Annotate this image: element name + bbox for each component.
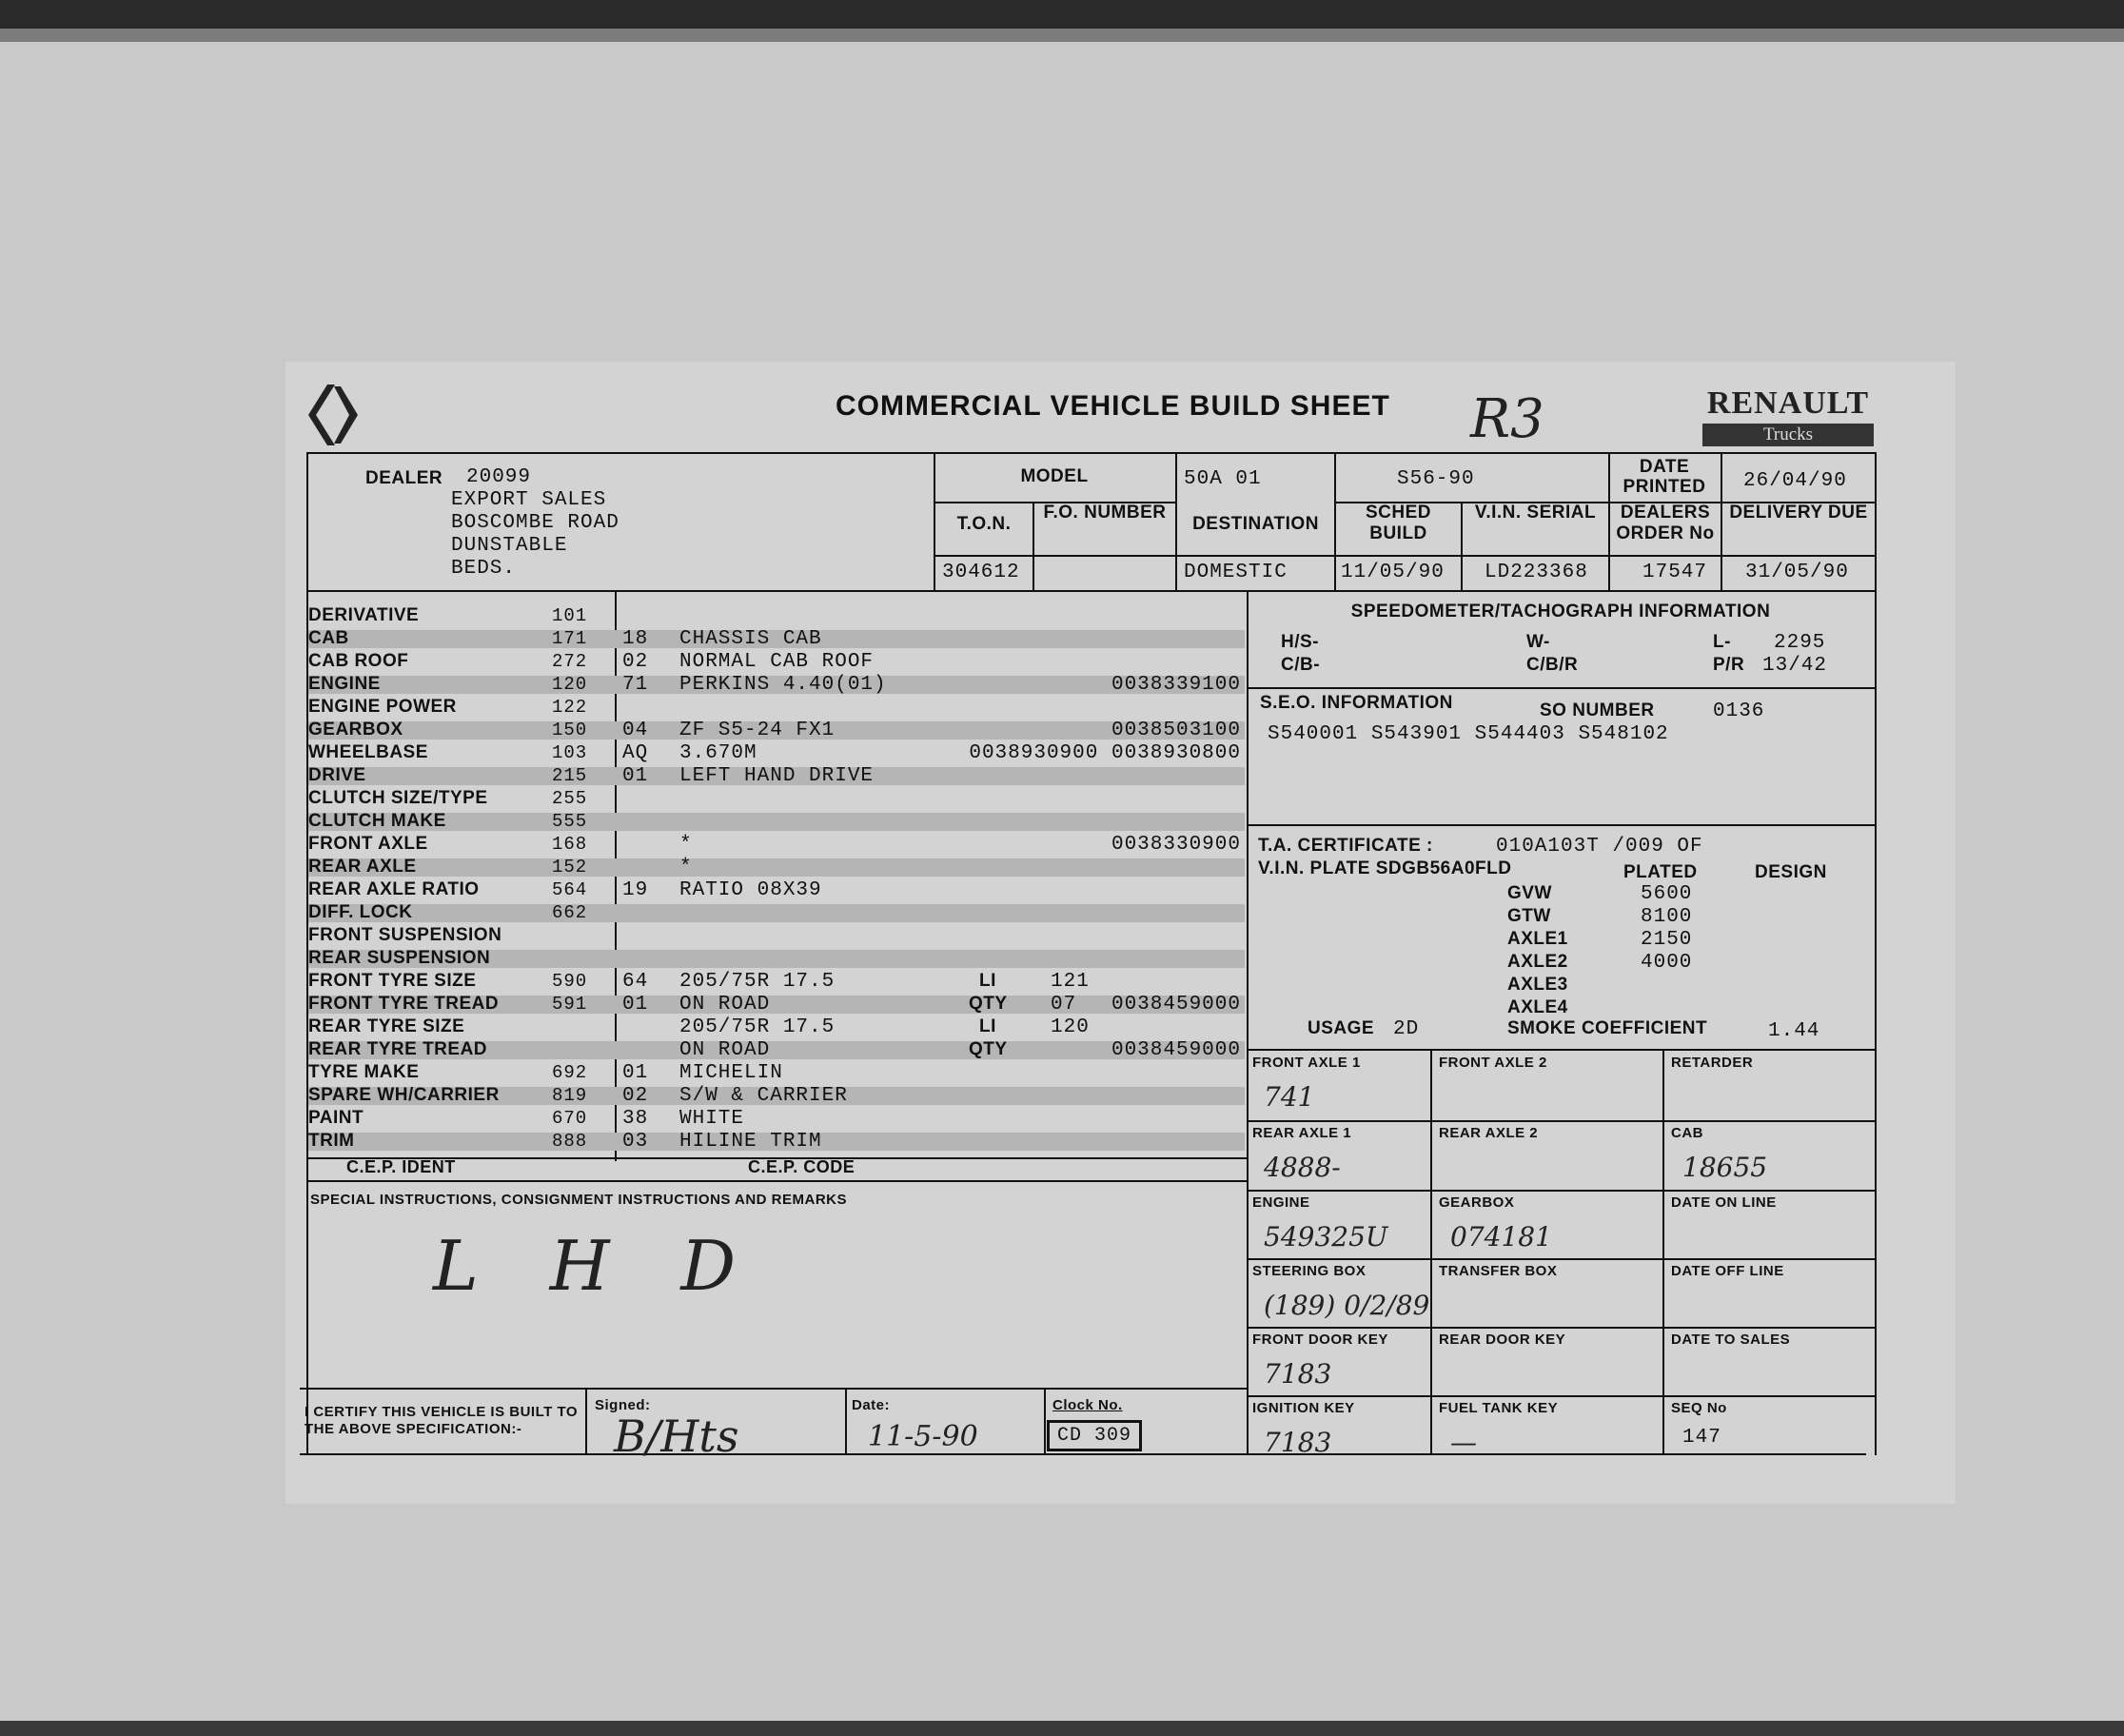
brand-name: RENAULT [1706,385,1870,421]
delivery-due-value: 31/05/90 [1745,562,1849,583]
sched-build-label: SCHED BUILD [1365,503,1431,543]
serial-label: DATE OFF LINE [1671,1263,1784,1279]
spec-label: FRONT TYRE TREAD [308,994,500,1014]
spec-description: RATIO 08X39 [679,879,822,901]
spec-description: ON ROAD [679,994,771,1016]
cep-ident-label: C.E.P. IDENT [346,1157,456,1176]
dealer-address-line: BEDS. [451,558,517,580]
clock-number-label: Clock No. [1052,1397,1123,1413]
spec-label: SPARE WH/CARRIER [308,1085,500,1105]
spec-label: PAINT [308,1108,364,1128]
spec-code: 152 [552,857,588,878]
spec-extra-label: LI [979,1016,996,1036]
spec-label: ENGINE [308,674,381,694]
speedo-l-label: L- [1713,632,1731,652]
spec-label: CLUTCH MAKE [308,811,446,831]
spec-code: 555 [552,811,588,832]
spec-option: 71 [622,674,649,696]
scan-top-shadow [0,29,2124,42]
certify-date-handwritten: 11-5-90 [868,1420,978,1453]
spec-label: TRIM [308,1131,355,1151]
serial-label: DATE TO SALES [1671,1332,1791,1348]
spec-part-number: 0038339100 [1111,674,1241,696]
spec-code: 101 [552,605,588,626]
spec-row-shading [308,813,1245,831]
speedo-w-label: W- [1526,632,1550,652]
spec-label: GEARBOX [308,720,403,740]
plated-weight-label: AXLE4 [1507,997,1568,1017]
usage-label: USAGE [1308,1018,1375,1038]
plated-weight-value: 8100 [1641,906,1693,928]
serial-label: DATE ON LINE [1671,1194,1777,1211]
plated-weight-label: GTW [1507,906,1551,926]
serial-label: FRONT DOOR KEY [1252,1332,1388,1348]
serial-value: 7183 [1264,1427,1332,1458]
spec-description: ON ROAD [679,1039,771,1061]
dealer-address-line: BOSCOMBE ROAD [451,512,620,534]
sched-build-value: 11/05/90 [1341,562,1445,583]
serial-value: 7183 [1264,1358,1332,1390]
spec-description: 205/75R 17.5 [679,971,836,993]
spec-description: 3.670M [679,742,757,764]
seo-codes: S540001 S543901 S544403 S548102 [1268,723,1669,745]
dealer-number: 20099 [466,466,532,488]
spec-option: 01 [622,765,649,787]
spec-option: 02 [622,1085,649,1107]
spec-label: DIFF. LOCK [308,902,413,922]
spec-extra-label: QTY [969,994,1008,1014]
spec-option: 04 [622,720,649,741]
destination-value: DOMESTIC [1184,562,1288,583]
seo-label: S.E.O. INFORMATION [1260,693,1453,713]
serial-label: STEERING BOX [1252,1263,1367,1279]
spec-label: FRONT SUSPENSION [308,925,502,945]
plated-weight-value: 2150 [1641,929,1693,951]
spec-option: 02 [622,651,649,673]
plated-weight-label: AXLE3 [1507,975,1568,995]
spec-extra-value: 121 [1051,971,1090,993]
serial-label: IGNITION KEY [1252,1400,1355,1416]
vin-plate: V.I.N. PLATE SDGB56A0FLD [1258,858,1512,878]
serial-value: 18655 [1682,1152,1768,1183]
spec-code: 670 [552,1108,588,1129]
spec-description: S/W & CARRIER [679,1085,848,1107]
spec-row-shading [308,858,1245,877]
vin-serial-value: LD223368 [1485,562,1588,583]
serial-label: FUEL TANK KEY [1439,1400,1559,1416]
cep-code-label: C.E.P. CODE [748,1157,856,1176]
spec-description: CHASSIS CAB [679,628,822,650]
spec-code: 590 [552,971,588,992]
speedo-cbr-label: C/B/R [1526,655,1579,675]
clock-number-stamp: CD 309 [1047,1420,1142,1451]
spec-label: CAB [308,628,349,648]
spec-label: DERIVATIVE [308,605,420,625]
serial-label: REAR AXLE 2 [1439,1125,1539,1141]
destination-label: DESTINATION [1192,514,1319,534]
date-printed-label: DATE PRINTED [1622,457,1706,497]
serial-label: TRANSFER BOX [1439,1263,1558,1279]
spec-code: 150 [552,720,588,740]
spec-code: 272 [552,651,588,672]
serial-label: FRONT AXLE 1 [1252,1055,1361,1071]
serial-label: CAB [1671,1125,1703,1141]
design-label: DESIGN [1755,862,1827,882]
signed-label: Signed: [595,1397,651,1413]
serial-value: (189) 0/2/89 [1264,1290,1430,1321]
document-title: COMMERCIAL VEHICLE BUILD SHEET [836,390,1390,422]
speedo-cb-label: C/B- [1281,655,1321,675]
fo-number-label: F.O. NUMBER [1043,503,1167,523]
spec-extra-label: QTY [969,1039,1008,1059]
spec-part-number: 0038459000 [1111,1039,1241,1061]
spec-label: REAR TYRE SIZE [308,1016,465,1036]
spec-part-number: 0038459000 [1111,994,1241,1016]
date-printed-value: 26/04/90 [1743,470,1847,492]
spec-code: 591 [552,994,588,1015]
dealer-address-line: EXPORT SALES [451,489,607,511]
speedo-pr-label: P/R [1713,655,1745,675]
spec-label: WHEELBASE [308,742,428,762]
serial-value: 074181 [1450,1221,1552,1253]
serial-label: FRONT AXLE 2 [1439,1055,1547,1071]
spec-code: 819 [552,1085,588,1106]
so-number-value: 0136 [1713,700,1765,722]
spec-part-number: 0038503100 [1111,720,1241,741]
certify-statement: I CERTIFY THIS VEHICLE IS BUILT TO THE ABOVE SPECIFICATION:- [305,1404,579,1437]
serial-value: 549325U [1264,1221,1388,1253]
handwritten-annotation: R3 [1470,388,1544,450]
serial-label: SEQ No [1671,1400,1727,1416]
spec-code: 103 [552,742,588,763]
spec-description: LEFT HAND DRIVE [679,765,875,787]
spec-label: REAR AXLE [308,857,417,877]
speedo-l-value: 2295 [1774,632,1826,654]
spec-row-shading [308,904,1245,922]
date-label: Date: [852,1397,891,1413]
spec-label: CLUTCH SIZE/TYPE [308,788,488,808]
spec-label: CAB ROOF [308,651,409,671]
plated-weight-label: GVW [1507,883,1552,903]
spec-description: ZF S5-24 FX1 [679,720,836,741]
spec-option: 18 [622,628,649,650]
serial-label: RETARDER [1671,1055,1754,1071]
ta-certificate-label: T.A. CERTIFICATE : [1258,836,1433,856]
spec-code: 662 [552,902,588,923]
model-code: 50A 01 [1184,468,1262,490]
spec-option: 01 [622,994,649,1016]
spec-code: 215 [552,765,588,786]
so-number-label: SO NUMBER [1540,700,1655,720]
usage-value: 2D [1393,1018,1420,1040]
serial-label: GEARBOX [1439,1194,1515,1211]
spec-code: 255 [552,788,588,809]
renault-trucks-logo [1702,385,1874,446]
spec-option: 19 [622,879,649,901]
serial-label: REAR AXLE 1 [1252,1125,1352,1141]
dealer-label: DEALER [365,468,443,488]
speedo-hs-label: H/S- [1281,632,1319,652]
model-variant: S56-90 [1397,468,1475,490]
spec-code: 692 [552,1062,588,1083]
special-instructions-handwritten: L H D [433,1226,761,1306]
spec-part-number: 0038330900 [1111,834,1241,856]
spec-label: REAR AXLE RATIO [308,879,480,899]
serial-value: 4888- [1264,1152,1341,1183]
plated-label: PLATED [1623,862,1698,882]
spec-description: PERKINS 4.40(01) [679,674,887,696]
smoke-coefficient-value: 1.44 [1768,1020,1820,1042]
smoke-coefficient-label: SMOKE COEFFICIENT [1507,1018,1708,1038]
spec-description: HILINE TRIM [679,1131,822,1153]
spec-code: 168 [552,834,588,855]
serial-label: ENGINE [1252,1194,1310,1211]
scan-top-edge [0,0,2124,29]
spec-label: TYRE MAKE [308,1062,420,1082]
scan-bottom-edge [0,1721,2124,1736]
dealer-address-line: DUNSTABLE [451,535,568,557]
plated-weight-label: AXLE1 [1507,929,1568,949]
spec-label: FRONT AXLE [308,834,428,854]
renault-diamond-logo [303,381,362,449]
plated-weight-value: 5600 [1641,883,1693,905]
vin-serial-label: V.I.N. SERIAL [1474,503,1597,523]
spec-description: * [679,857,693,878]
model-label: MODEL [1020,466,1089,486]
dealers-order-label: DEALERS ORDER No [1616,503,1715,543]
spec-label: ENGINE POWER [308,697,457,717]
dealers-order-value: 17547 [1642,562,1708,583]
ton-value: 304612 [942,562,1020,583]
spec-extra-value: 07 [1051,994,1077,1016]
spec-code: 888 [552,1131,588,1152]
brand-sub: Trucks [1702,424,1874,446]
special-instructions-label: SPECIAL INSTRUCTIONS, CONSIGNMENT INSTRUCTIONS AND REMARKS [310,1192,848,1208]
spec-label: REAR SUSPENSION [308,948,491,968]
spec-label: REAR TYRE TREAD [308,1039,488,1059]
plated-weight-value: 4000 [1641,952,1693,974]
delivery-due-label: DELIVERY DUE [1729,503,1868,523]
signature: B/Hts [614,1410,739,1462]
spec-code: 122 [552,697,588,718]
serial-value: 147 [1682,1427,1721,1449]
spec-description: NORMAL CAB ROOF [679,651,875,673]
spec-description: 205/75R 17.5 [679,1016,836,1038]
spec-extra-value: 120 [1051,1016,1090,1038]
ta-certificate-value: 010A103T /009 OF [1496,836,1703,858]
spec-description: * [679,834,693,856]
spec-label: FRONT TYRE SIZE [308,971,477,991]
spec-extra-label: LI [979,971,996,991]
serial-value: 741 [1264,1081,1315,1113]
spec-description: MICHELIN [679,1062,783,1084]
spec-label: DRIVE [308,765,366,785]
spec-option: 03 [622,1131,649,1153]
speedo-pr-value: 13/42 [1762,655,1828,677]
spec-code: 120 [552,674,588,695]
spec-option: 01 [622,1062,649,1084]
spec-option: AQ [622,742,649,764]
spec-option: 64 [622,971,649,993]
speedo-heading: SPEEDOMETER/TACHOGRAPH INFORMATION [1350,602,1771,621]
ton-label: T.O.N. [956,514,1012,534]
spec-option: 38 [622,1108,649,1130]
serial-label: REAR DOOR KEY [1439,1332,1566,1348]
plated-weight-label: AXLE2 [1507,952,1568,972]
spec-code: 564 [552,879,588,900]
spec-part-number: 0038930900 0038930800 [969,742,1241,764]
spec-code: 171 [552,628,588,649]
serial-value: — [1450,1427,1477,1458]
spec-description: WHITE [679,1108,745,1130]
